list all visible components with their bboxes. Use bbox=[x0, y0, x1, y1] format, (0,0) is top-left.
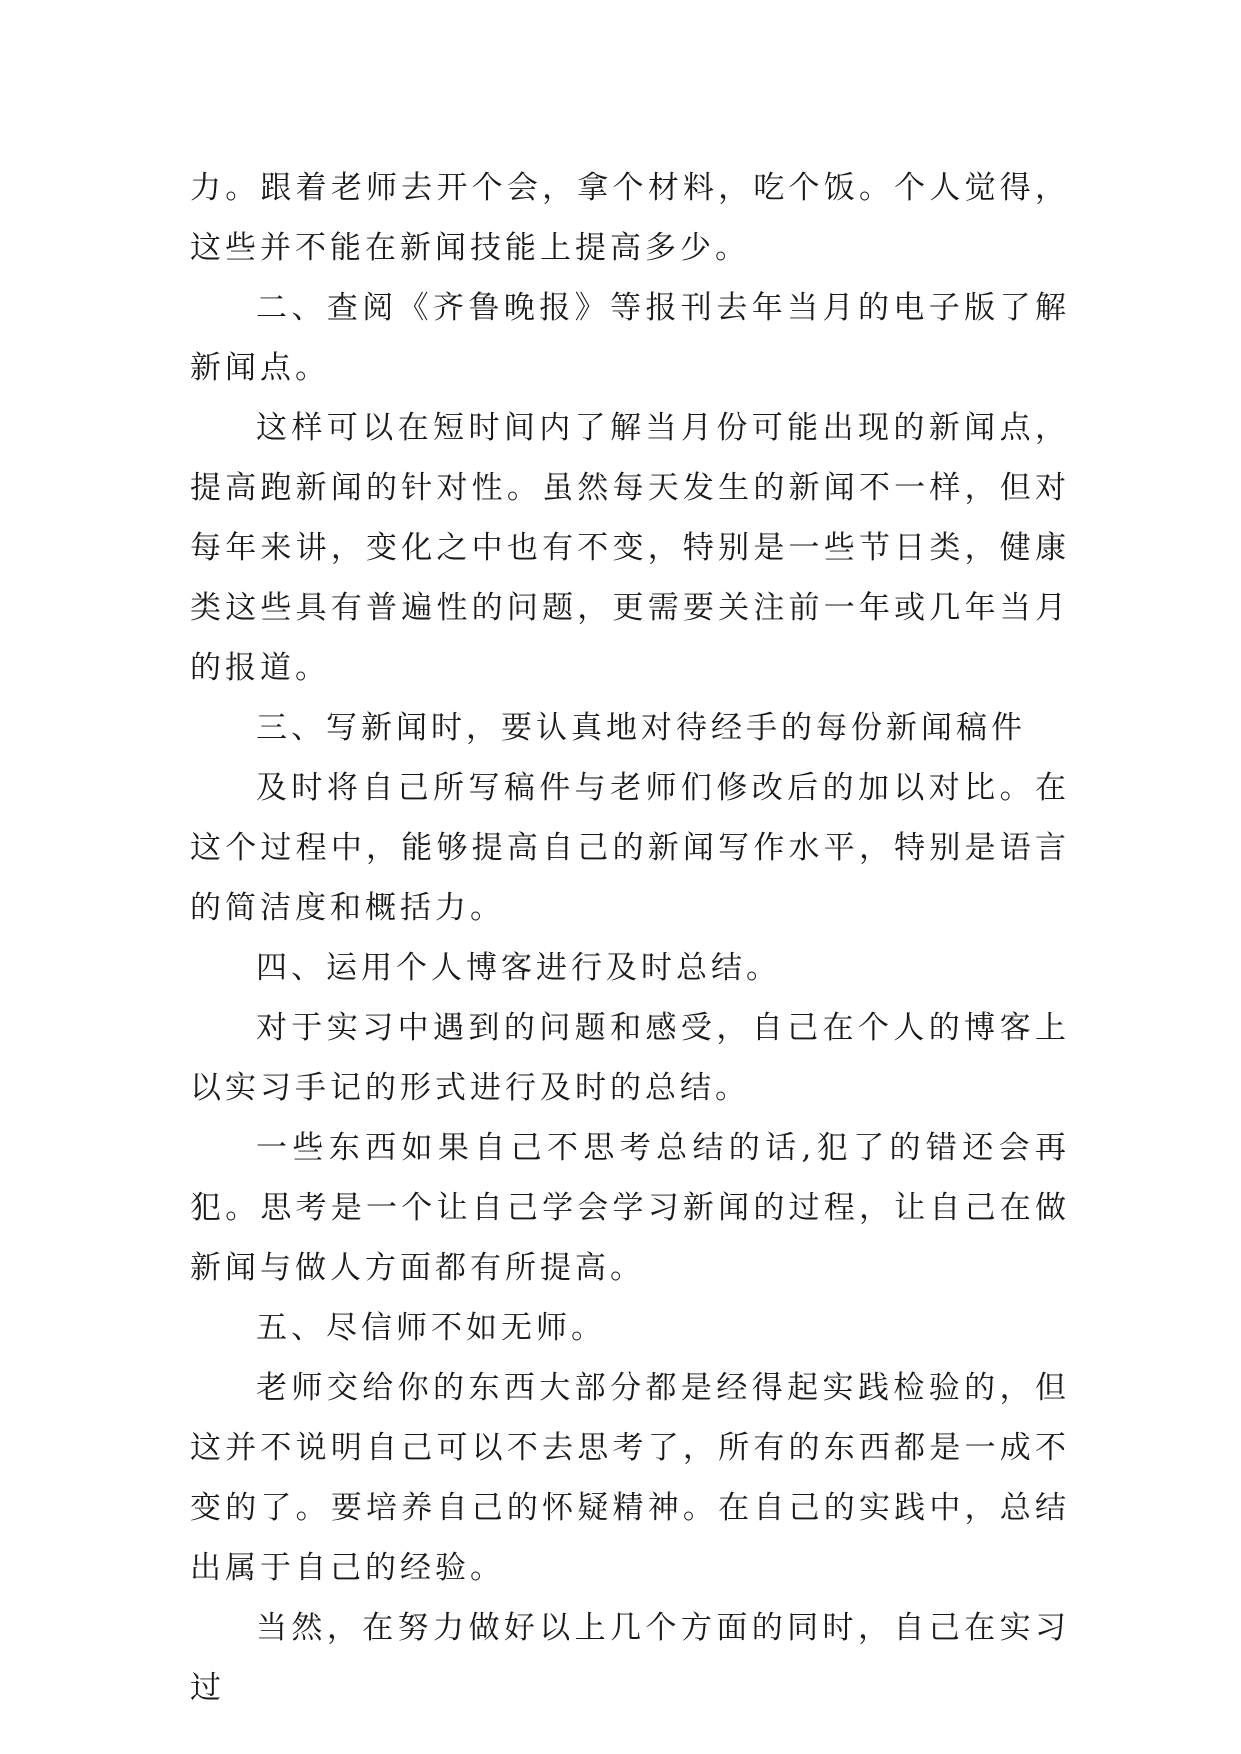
paragraph: 及时将自己所写稿件与老师们修改后的加以对比。在这个过程中，能够提高自己的新闻写作水平，特别是语言的简洁度和概括力。 bbox=[190, 770, 1070, 926]
body-text bbox=[190, 158, 1070, 1718]
paragraph: 对于实习中遇到的问题和感受，自己在个人的博客上以实习手记的形式进行及时的总结。 bbox=[190, 1010, 1070, 1106]
section-heading-2: 二、查阅《齐鲁晚报》等报刊去年当月的电子版了解新闻点。 bbox=[190, 290, 1070, 386]
paragraph: 老师交给你的东西大部分都是经得起实践检验的，但这并不说明自己可以不去思考了，所有的东西都是一成不变的了。要培养自己的怀疑精神。在自己的实践中，总结出属于自己的经验。 bbox=[190, 1370, 1070, 1586]
section-heading-4: 四、运用个人博客进行及时总结。 bbox=[256, 950, 781, 986]
paragraph: 当然，在努力做好以上几个方面的同时，自己在实习过 bbox=[190, 1610, 1070, 1706]
paragraph: 一些东西如果自己不思考总结的话,犯了的错还会再犯。思考是一个让自己学会学习新闻的过程，让自己在做新闻与做人方面都有所提高。 bbox=[190, 1130, 1070, 1286]
section-heading-3: 三、写新闻时，要认真地对待经手的每份新闻稿件 bbox=[256, 710, 1026, 746]
section-heading-5: 五、尽信师不如无师。 bbox=[256, 1310, 606, 1346]
paragraph: 力。跟着老师去开个会，拿个材料，吃个饭。个人觉得，这些并不能在新闻技能上提高多少。 bbox=[190, 170, 1070, 266]
paragraph: 这样可以在短时间内了解当月份可能出现的新闻点，提高跑新闻的针对性。虽然每天发生的新闻不一样，但对每年来讲，变化之中也有不变，特别是一些节日类，健康类这些具有普遍性的问题，更需要关注前一年或几年当月的报道。 bbox=[190, 410, 1070, 686]
